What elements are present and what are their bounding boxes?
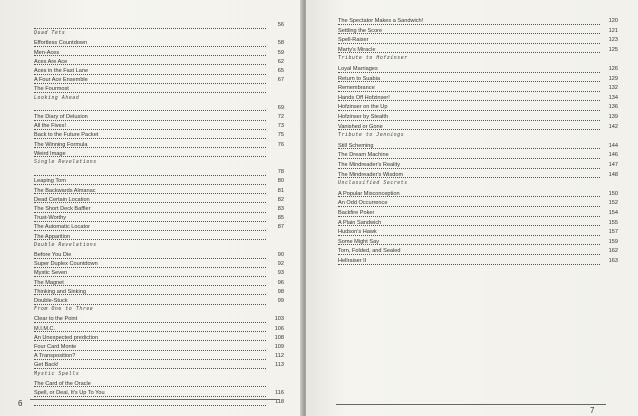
toc-entry [338,152,618,159]
entry-page-number: 75 [277,132,284,139]
entry-page-number: 154 [608,210,618,216]
entry-title: The Diary of Delusion [34,114,88,120]
entry-title: Vanished or Gone [338,123,383,130]
toc-entry [34,178,284,185]
toc-entry [34,40,284,47]
entry-page-number: 96 [277,279,284,286]
toc-entry [338,95,618,102]
entry-page-number: 134 [608,94,618,101]
entry-page-number: 112 [275,353,284,360]
right-page [306,0,638,416]
entry-page-number: 142 [608,123,618,130]
entry-title: Some Might Say [338,238,380,245]
toc-entry [34,50,284,57]
right-folio: 7 [590,406,595,415]
toc-entry [34,234,284,241]
entry-page-number: 125 [608,46,618,53]
entry-page-number: 67 [277,77,284,84]
toc-entry [34,252,284,259]
entry-title: All the Fives! [34,123,67,130]
toc-entry [34,77,284,84]
entry-title: Weird Image [34,150,66,157]
entry-title: Four Card Monte [34,344,77,350]
toc-entry [338,114,618,121]
entry-page-number: 146 [608,152,618,159]
entry-title: The Fourmost [34,86,69,93]
right-toc [306,0,638,416]
entry-title: Hudson's Hawk [338,229,377,236]
toc-entry [338,248,618,255]
toc-entry [34,114,284,121]
entry-title: The Winning Formula [34,141,88,148]
entry-title: Double-Stuck [34,298,68,304]
toc-entry [338,47,618,54]
entry-title: The Short Deck Baffler [34,206,91,212]
leader-dots [34,285,266,286]
leader-dots [34,110,266,111]
entry-title: Still Scheming [338,142,374,149]
toc-entry [338,172,618,179]
entry-title: Thinking and Sinking [34,288,86,295]
entry-page-number: 87 [277,224,284,231]
leader-dots [338,91,600,92]
entry-title: The Mindreader's Reality [338,162,401,168]
entry-title: Hofzinser by Stealth [338,114,389,120]
toc-entry [34,316,284,323]
toc-entry [34,151,284,158]
toc-entry [34,362,284,369]
toc-entry [34,123,284,130]
entry-title: A Popular Misconception [338,190,400,197]
entry-page-number: 58 [277,40,284,47]
leader-dots [34,304,266,305]
toc-entry [34,215,284,222]
toc-entry [34,399,284,406]
toc-entry [338,104,618,111]
entry-page-number: 62 [277,58,284,65]
entry-title: The Mindreader's Wisdom [338,171,404,178]
toc-entry [338,37,618,44]
entry-page-number: 72 [277,114,284,120]
toc-entry [338,229,618,236]
toc-entry [338,239,618,246]
entry-title: Trust-Worthy [34,215,67,222]
entry-page-number: 120 [608,18,618,24]
entry-title: Hellraiser II [338,258,367,264]
entry-page-number: 144 [608,142,618,149]
leader-dots [34,156,266,157]
entry-page-number: 121 [608,27,618,34]
toc-entry [34,197,284,204]
toc-entry [34,206,284,213]
toc-entry [338,162,618,169]
entry-title: Backfire Poker [338,210,375,216]
entry-page-number: 82 [277,196,284,203]
entry-title: A Plain Sandwich [338,219,382,226]
entry-page-number: 106 [274,325,284,332]
entry-page-number: 118 [275,399,284,406]
leader-dots [338,148,600,149]
entry-page-number: 90 [277,252,284,258]
entry-page-number: 69 [277,104,284,111]
entry-page-number: 123 [608,37,618,44]
toc-entry [34,353,284,360]
toc-entry [34,280,284,287]
section-heading: From One to Three [34,307,94,313]
toc-entry [34,270,284,277]
entry-title: Men-Aces [34,49,60,56]
entry-title: Leaping Tom [34,178,66,185]
entry-page-number: 103 [274,316,284,323]
toc-entry [338,85,618,92]
entry-title: Loyal Marriages [338,66,378,72]
leader-dots [34,28,266,29]
toc-entry [34,188,284,195]
leader-dots [34,405,266,406]
entry-page-number: 139 [608,114,618,120]
entry-title: An Unexpected prediction [34,334,99,341]
toc-entry [34,169,284,176]
entry-title: Before You Die [34,252,72,258]
entry-title: The Spectator Makes a Sandwich! [338,18,424,24]
entry-page-number: 163 [608,258,618,264]
entry-title: The Magnet [34,279,64,286]
section-heading: Double Revelations [34,242,97,248]
entry-page-number: 162 [608,248,618,255]
entry-page-number: 56 [277,22,284,28]
entry-page-number: 159 [608,238,618,245]
entry-page-number: 155 [608,219,618,226]
section-heading: Mystic Spells [34,371,80,377]
entry-title: A Four Ace Ensemble [34,77,88,84]
entry-page-number: 81 [277,187,284,194]
leader-dots [34,276,266,277]
entry-page-number: 92 [277,261,284,268]
entry-title: Settling the Score [338,27,383,34]
left-page [0,0,303,416]
entry-page-number: 108 [274,334,284,341]
toc-entry [338,210,618,217]
toc-entry [34,344,284,351]
entry-title: The Dream Machine [338,152,389,159]
toc-entry [34,22,284,29]
leader-dots [34,55,266,56]
toc-entry [34,335,284,342]
entry-page-number: 152 [608,200,618,207]
toc-entry [338,258,618,265]
toc-entry [338,200,618,207]
entry-page-number: 59 [277,49,284,56]
entry-title: An Odd Occurrence [338,200,388,207]
entry-title: Return to Suabia [338,75,380,82]
leader-dots [338,52,600,53]
leader-dots [34,221,266,222]
entry-title: Aces in the Fast Lane [34,68,89,74]
entry-page-number: 73 [277,123,284,130]
leader-dots [34,175,266,176]
entry-title: The Card of the Oracle [34,380,91,387]
entry-title: The Backwards Almanac [34,187,96,194]
entry-title: Torn, Folded, and Sealed [338,248,401,255]
entry-title: Spell, or Deal, It's Up To You [34,390,105,396]
toc-entry [34,381,284,388]
leader-dots [338,264,600,265]
entry-title: The Apparition [34,233,71,240]
toc-entry [34,59,284,66]
entry-title: Super Duplex Countdown [34,261,98,268]
entry-page-number: 76 [277,141,284,148]
section-heading: Tribute to Hofzinser [338,56,408,62]
left-folio: 6 [18,399,23,408]
toc-entry [338,143,618,150]
leader-dots [34,129,266,130]
toc-entry [34,132,284,139]
left-toc [0,0,303,416]
entry-title: Get Back! [34,362,59,369]
entry-title: Mystic Seven [34,270,68,277]
leader-dots [34,64,266,65]
toc-entry [338,191,618,198]
entry-page-number: 116 [275,390,284,396]
toc-entry [34,224,284,231]
toc-entry [34,298,284,305]
entry-title: A Transposition? [34,353,76,360]
entry-title: Dead Certain Location [34,196,90,203]
leader-dots [338,235,600,236]
entry-page-number: 150 [608,190,618,197]
entry-page-number: 93 [277,270,284,277]
toc-entry [34,390,284,397]
toc-entry [338,124,618,131]
entry-title: Spell-Raiser [338,37,369,44]
entry-title: The Automatic Locator [34,224,90,231]
leader-dots [338,216,600,217]
section-heading: Looking Ahead [34,95,80,101]
entry-title: Aces Are Ace [34,58,68,65]
entry-page-number: 132 [608,85,618,92]
entry-title: M.I.M.C. [34,325,56,332]
right-footer-rule [336,404,606,405]
leader-dots [34,184,266,185]
section-heading: Tribute to Jennings [338,133,405,139]
entry-title: Effortless Countdown [34,40,88,47]
entry-page-number: 157 [608,229,618,236]
entry-title: Back to the Future Packet [34,132,99,139]
toc-entry [34,86,284,93]
entry-title: Clear to the Point [34,316,78,323]
toc-entry [34,142,284,149]
toc-entry [34,289,284,296]
entry-page-number: 126 [608,66,618,72]
entry-page-number: 148 [608,171,618,178]
entry-title: Hofzinser on the Up [338,104,388,111]
entry-title: Hands Off Hofzinser! [338,94,390,101]
toc-entry [34,68,284,75]
entry-title: Marty's Miracle [338,46,376,53]
entry-page-number: 99 [277,298,284,304]
entry-page-number: 147 [608,162,618,168]
entry-page-number: 129 [608,75,618,82]
toc-entry [34,105,284,112]
entry-page-number: 98 [277,288,284,295]
toc-entry [34,326,284,333]
entry-page-number: 85 [277,215,284,222]
entry-page-number: 80 [277,178,284,185]
left-footer-rule [30,399,280,400]
leader-dots [34,331,266,332]
entry-page-number: 65 [277,68,284,74]
entry-page-number: 109 [274,344,284,350]
toc-entry [34,261,284,268]
entry-title: Remembrance [338,85,375,92]
leader-dots [34,368,266,369]
section-heading: Quad Tets [34,31,66,37]
section-heading: Single Revelations [34,160,97,165]
toc-entry [338,28,618,35]
toc-entry [338,220,618,227]
toc-entry [338,66,618,73]
section-heading: Unclassified Secrets [338,181,408,187]
entry-page-number: 78 [277,169,284,176]
entry-page-number: 83 [277,206,284,212]
toc-entry [338,76,618,83]
entry-page-number: 136 [608,104,618,111]
entry-page-number: 113 [275,362,284,369]
toc-entry [338,18,618,25]
leader-dots [338,43,600,44]
